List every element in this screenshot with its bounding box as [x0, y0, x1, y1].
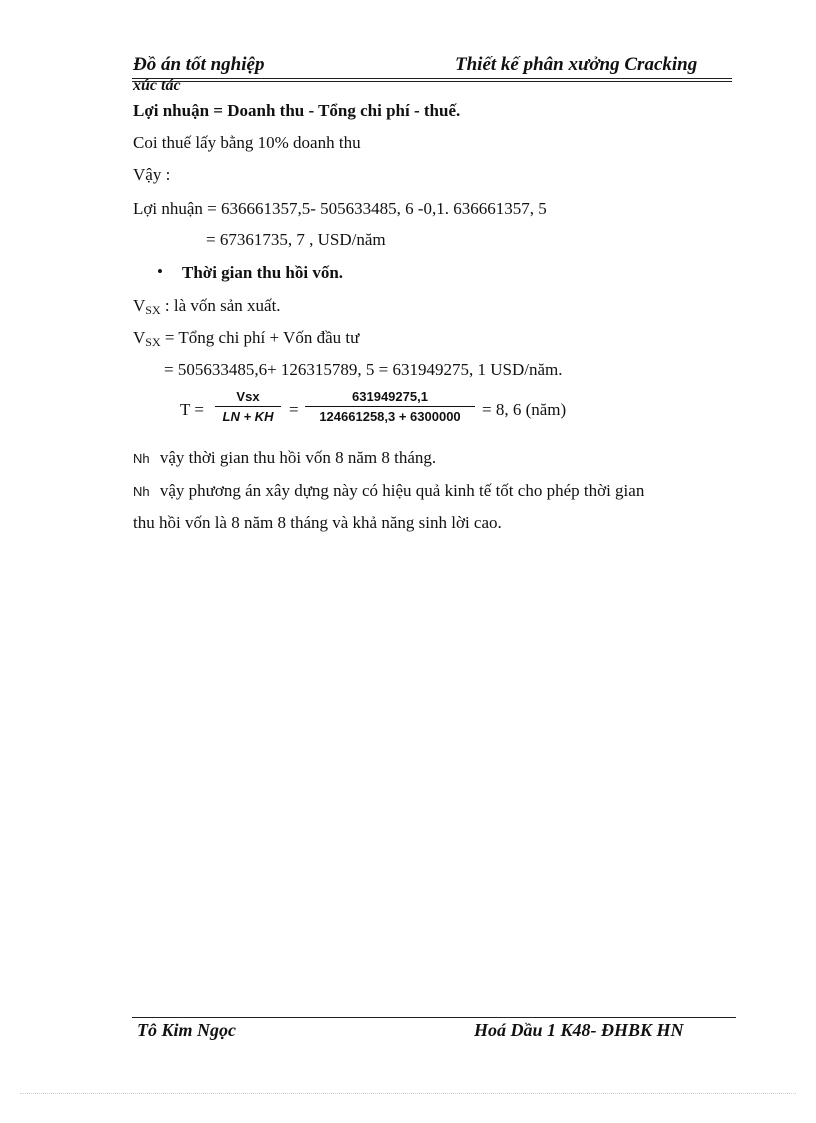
- payback-section-title: Thời gian thu hồi vốn.: [182, 263, 344, 282]
- formula-fraction-numeric: [305, 389, 475, 424]
- page-bottom-dotted-line: [20, 1093, 796, 1094]
- formula-numerator-numeric: 631949275,1: [352, 389, 428, 404]
- formula-fraction-symbolic: [215, 389, 281, 424]
- vsx-subscript: SX: [145, 303, 161, 317]
- formula-denominator-numeric: 124661258,3 + 6300000: [319, 409, 461, 424]
- plan-conclusion: [133, 481, 644, 501]
- footer-rule: [132, 1017, 736, 1018]
- header-rule-top: [132, 78, 732, 79]
- vsx-definition-text: : là vốn sản xuất.: [164, 296, 281, 315]
- formula-denominator-symbolic: LN + KH: [222, 409, 274, 424]
- footer-class: Hoá Dầu 1 K48- ĐHBK HN: [474, 1020, 684, 1040]
- payback-conclusion: [133, 448, 436, 468]
- formula-lhs: T =: [180, 400, 204, 419]
- vsx-definition: [133, 296, 281, 318]
- therefore-label: Vậy :: [133, 165, 171, 184]
- profit-calculation: Lợi nhuận = 636661357,5- 505633485, 6 -0,1. 636661357, 5: [133, 199, 547, 218]
- header-continuation: xúc tác: [133, 77, 181, 94]
- formula-equals: =: [289, 400, 299, 419]
- header-left-title: Đồ án tốt nghiệp: [133, 54, 265, 75]
- nh-prefix: Nh: [133, 451, 150, 466]
- profit-definition: Lợi nhuận = Doanh thu - Tổng chi phí - thuế.: [133, 101, 461, 120]
- footer-author: Tô Kim Ngọc: [137, 1020, 236, 1040]
- tax-assumption: Coi thuế lấy bằng 10% doanh thu: [133, 133, 361, 152]
- formula-result: = 8, 6 (năm): [482, 400, 567, 419]
- header-rule-bottom: [132, 81, 732, 82]
- vsx-subscript-2: SX: [145, 335, 161, 349]
- vsx-formula: [133, 328, 359, 350]
- plan-conclusion-text: vậy phương án xây dựng này có hiệu quả kinh tế tốt cho phép thời gian: [159, 481, 645, 500]
- nh-prefix-2: Nh: [133, 484, 150, 499]
- vsx-calculation: = 505633485,6+ 126315789, 5 = 631949275, 1 USD/năm.: [164, 360, 563, 379]
- header-right-title: Thiết kế phân xưởng Cracking: [455, 54, 698, 75]
- formula-bar-symbolic: [215, 406, 281, 407]
- plan-conclusion-continued: thu hồi vốn là 8 năm 8 tháng và khả năng sinh lời cao.: [133, 513, 502, 532]
- vsx-formula-text: = Tổng chi phí + Vốn đầu tư: [164, 328, 360, 347]
- profit-result: = 67361735, 7 , USD/năm: [206, 230, 386, 249]
- vsx-symbol-2: V: [133, 328, 146, 347]
- vsx-symbol: V: [133, 296, 146, 315]
- formula-bar-numeric: [305, 406, 475, 407]
- payback-conclusion-text: vậy thời gian thu hồi vốn 8 năm 8 tháng.: [159, 448, 437, 467]
- bullet-icon: •: [157, 262, 163, 281]
- formula-numerator-symbolic: Vsx: [236, 389, 260, 404]
